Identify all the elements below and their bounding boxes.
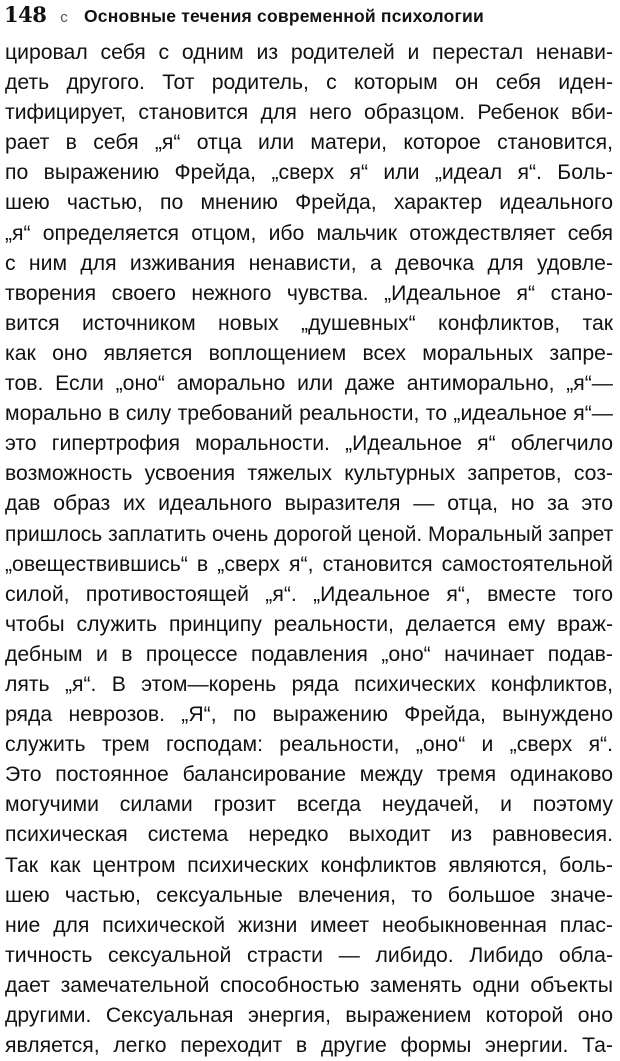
text-line: тов. Если „оно“ аморально или даже антиморально, „я“— [5,372,613,396]
text-line: как оно является воплощением всех моральных запре- [5,341,613,365]
text-line: шею частью, по мнению Фрейда, характер идеального [5,191,613,215]
text-line: ние для психической жизни имеет необыкновенная плас- [5,913,613,937]
text-line: шею частью, сексуальные влечения, то большое значе- [5,883,613,907]
text-line: вится источником новых „душевных“ конфликтов, так [5,311,613,335]
text-line: служить трем господам: реальности, „оно“ и „сверх я“. [5,733,613,757]
text-line: „овеществившись“ в „сверх я“, становится самостоятельной [5,552,613,576]
text-line: творения своего нежного чувства. „Идеальное я“ стано- [5,281,613,305]
text-line: тичность сексуальной страсти — либидо. Либидо обла- [5,943,613,967]
page-header [4,2,614,32]
text-line: это гипертрофия моральности. „Идеальное я“ облегчило [5,432,613,456]
text-line: возможность усвоения тяжелых культурных запретов, соз- [5,462,613,486]
page-number: 148 [4,2,47,27]
margin-mark: c [60,9,68,26]
text-line: тифицирует, становится для него образцом. Ребенок вби- [5,101,613,125]
text-line: деть другого. Тот родитель, с которым он себя иден- [5,71,613,95]
text-line: силой, противостоящей „я“. „Идеальное я“, вместе того [5,582,613,606]
text-line: „я“ определяется отцом, ибо мальчик отождествляет себя [5,221,613,245]
text-line: пришлось заплатить очень дорогой ценой. Моральный запрет [5,522,613,546]
text-line: лять „я“. В этом—корень ряда психических конфликтов, [5,672,613,696]
body-text [5,38,613,1061]
text-line: ряда неврозов. „Я“, по выражению Фрейда, вынуждено [5,703,613,727]
text-line: дает замечательной способностью заменять одни объекты [5,973,613,997]
text-line: Так как центром психических конфликтов являются, боль- [5,853,613,877]
text-line: психическая система нередко выходит из равновесия. [5,823,613,847]
text-line: цировал себя с одним из родителей и перестал ненави- [5,41,613,64]
text-line: дебным и в процессе подавления „оно“ начинает подав- [5,642,613,666]
text-line: рает в себя „я“ отца или матери, которое становится, [5,131,613,155]
text-line: является, легко переходит в другие формы энергии. Та- [5,1034,613,1058]
text-line: чтобы служить принципу реальности, делается ему враж- [5,612,613,636]
text-line: другими. Сексуальная энергия, выражением которой оно [5,1004,613,1027]
text-line: с ним для изживания ненависти, а девочка для удовле- [5,251,613,275]
text-line: по выражению Фрейда, „сверх я“ или „идеал я“. Боль- [5,161,613,185]
running-title: Основные течения современной психологии [84,6,484,26]
text-line: могучими силами грозит всегда неудачей, и поэтому [5,793,613,817]
text-line: Это постоянное балансирование между тремя одинаково [5,763,613,787]
text-line: дав образ их идеального выразителя — отца, но за это [5,492,613,516]
text-line: морально в силу требований реальности, то „идеальное я“— [5,402,613,426]
